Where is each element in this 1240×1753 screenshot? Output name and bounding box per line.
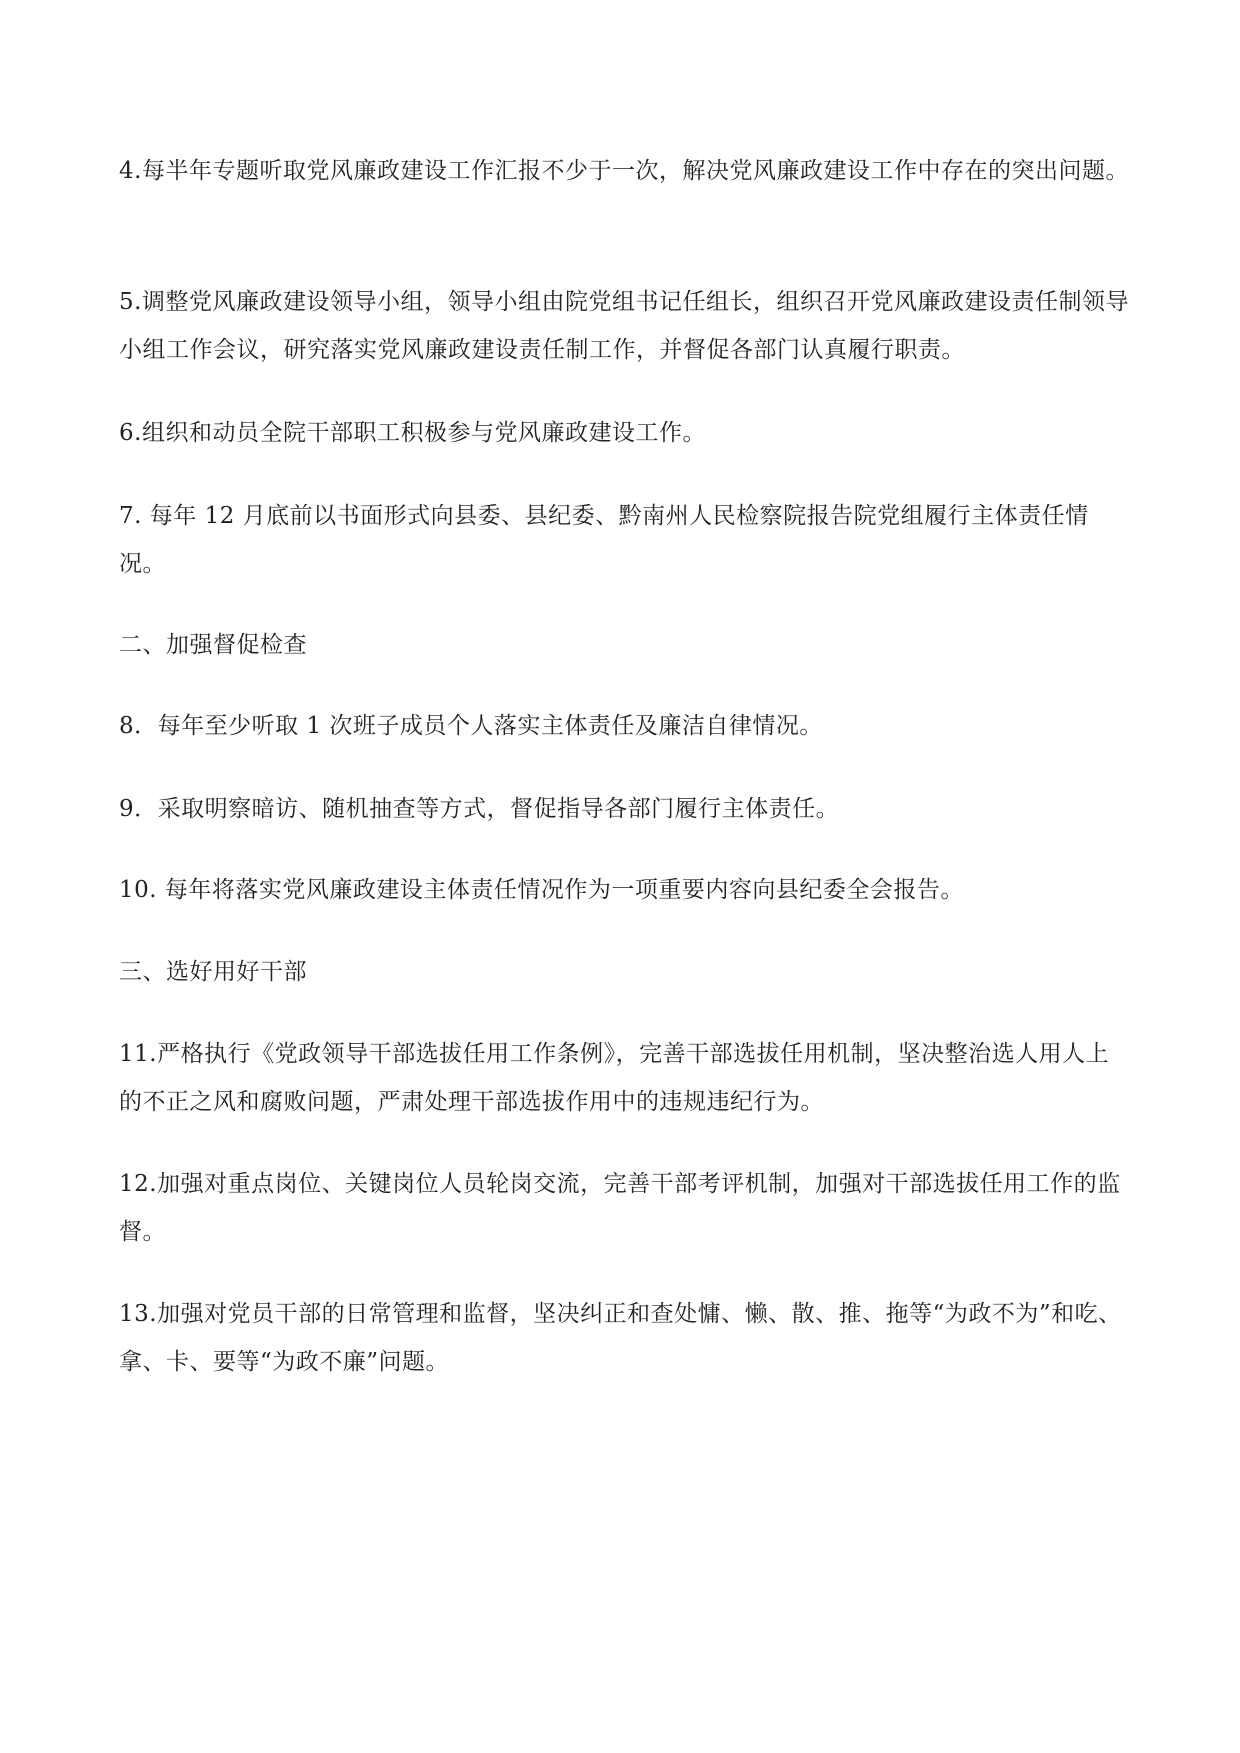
paragraph-item-12: 12.加强对重点岗位、关键岗位人员轮岗交流，完善干部考评机制，加强对干部选拔任用工作的监督。 [119, 1171, 1121, 1245]
paragraph-item-13: 13.加强对党员干部的日常管理和监督，坚决纠正和查处慵、懒、散、推、拖等“为政不为”和吃、拿、卡、要等“为政不廉”问题。 [119, 1301, 1122, 1375]
paragraph-item-5: 5.调整党风廉政建设领导小组，领导小组由院党组书记任组长，组织召开党风廉政建设责任制领导小组工作会议，研究落实党风廉政建设责任制工作，并督促各部门认真履行职责。 [119, 289, 1129, 363]
paragraph-item-9: 9．采取明察暗访、随机抽查等方式，督促指导各部门履行主体责任。 [119, 796, 840, 822]
paragraph-item-11: 11.严格执行《党政领导干部选拔任用工作条例》，完善干部选拔任用机制，坚决整治选人用人上的不正之风和腐败问题，严肃处理干部选拔作用中的违规违纪行为。 [119, 1041, 1110, 1115]
section-heading-3: 三、选好用好干部 [119, 959, 307, 985]
paragraph-item-6: 6.组织和动员全院干部职工积极参与党风廉政建设工作。 [119, 420, 706, 446]
section-heading-2: 二、加强督促检查 [119, 632, 307, 658]
paragraph-item-10: 10. 每年将落实党风廉政建设主体责任情况作为一项重要内容向县纪委全会报告。 [119, 877, 964, 903]
paragraph-item-4: 4.每半年专题听取党风廉政建设工作汇报不少于一次，解决党风廉政建设工作中存在的突出问题。 [119, 158, 1129, 184]
paragraph-item-8: 8．每年至少听取 1 次班子成员个人落实主体责任及廉洁自律情况。 [119, 713, 823, 739]
paragraph-item-7: 7. 每年 12 月底前以书面形式向县委、县纪委、黔南州人民检察院报告院党组履行主体责任情况。 [119, 503, 1089, 577]
